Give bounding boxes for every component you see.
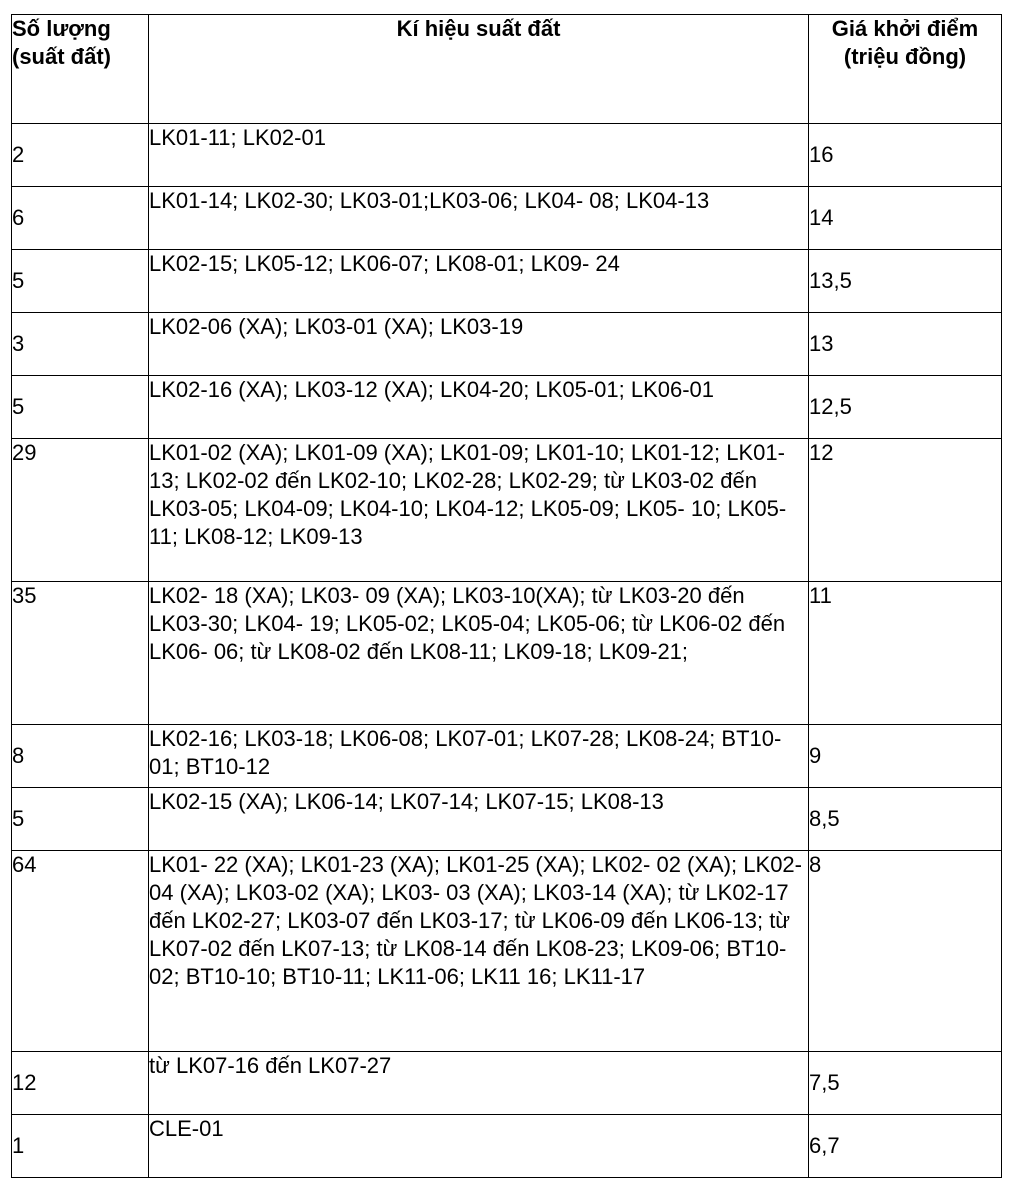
price-cell: 8 [809, 851, 1002, 1052]
symbol-cell: LK01-11; LK02-01 [149, 124, 809, 187]
table-row [12, 851, 1002, 1052]
symbol-cell: LK02-15 (XA); LK06-14; LK07-14; LK07-15; LK08-13 [149, 788, 809, 851]
price-cell: 16 [809, 124, 1002, 187]
auction-table [11, 14, 1002, 1178]
symbol-cell: LK01-14; LK02-30; LK03-01;LK03-06; LK04- 08; LK04-13 [149, 187, 809, 250]
header-price [809, 15, 1002, 124]
price-cell: 7,5 [809, 1052, 1002, 1115]
quantity-cell: 6 [12, 187, 149, 250]
symbol-cell: LK02-15; LK05-12; LK06-07; LK08-01; LK09- 24 [149, 250, 809, 313]
symbol-cell: LK01- 22 (XA); LK01-23 (XA); LK01-25 (XA); LK02- 02 (XA); LK02-04 (XA); LK03-02 (XA); LK03- 03 (XA); LK03-14 (XA); từ LK02-17 đến LK02-27; LK03-07 đến LK03-17; từ LK06-09 đến LK06-13; từ LK07-02 đến LK07-13; từ LK08-14 đến LK08-23; LK09-06; BT10-02; BT10-10; BT10-11; LK11-06; LK11 16; LK11-17 [149, 851, 809, 1052]
price-cell: 6,7 [809, 1115, 1002, 1178]
header-quantity: Số lượng (suất đất) [12, 15, 149, 124]
price-cell: 12 [809, 439, 1002, 582]
price-cell: 13,5 [809, 250, 1002, 313]
table-header-row [12, 15, 1002, 124]
symbol-cell: LK01-02 (XA); LK01-09 (XA); LK01-09; LK01-10; LK01-12; LK01-13; LK02-02 đến LK02-10; LK02-28; LK02-29; từ LK03-02 đến LK03-05; LK04-09; LK04-10; LK04-12; LK05-09; LK05- 10; LK05-11; LK08-12; LK09-13 [149, 439, 809, 582]
quantity-cell: 8 [12, 725, 149, 788]
price-cell: 11 [809, 582, 1002, 725]
table-row [12, 582, 1002, 725]
quantity-cell: 12 [12, 1052, 149, 1115]
table-row [12, 788, 1002, 851]
quantity-cell: 64 [12, 851, 149, 1052]
quantity-cell: 5 [12, 788, 149, 851]
price-cell: 12,5 [809, 376, 1002, 439]
quantity-cell: 5 [12, 376, 149, 439]
header-price-line1: Giá khởi điểm [831, 16, 979, 41]
header-price-line2: (triệu đồng) [843, 44, 967, 69]
price-cell: 13 [809, 313, 1002, 376]
quantity-cell: 5 [12, 250, 149, 313]
quantity-cell: 2 [12, 124, 149, 187]
table-row [12, 313, 1002, 376]
table-row [12, 725, 1002, 788]
table-row [12, 187, 1002, 250]
table-row [12, 124, 1002, 187]
table-row [12, 250, 1002, 313]
symbol-cell: LK02- 18 (XA); LK03- 09 (XA); LK03-10(XA); từ LK03-20 đến LK03-30; LK04- 19; LK05-02; LK05-04; LK05-06; từ LK06-02 đến LK06- 06; từ LK08-02 đến LK08-11; LK09-18; LK09-21; [149, 582, 809, 725]
quantity-cell: 29 [12, 439, 149, 582]
price-cell: 8,5 [809, 788, 1002, 851]
table-row [12, 439, 1002, 582]
price-cell: 9 [809, 725, 1002, 788]
symbol-cell: LK02-16; LK03-18; LK06-08; LK07-01; LK07-28; LK08-24; BT10-01; BT10-12 [149, 725, 809, 788]
table-row [12, 376, 1002, 439]
quantity-cell: 35 [12, 582, 149, 725]
symbol-cell: CLE-01 [149, 1115, 809, 1178]
quantity-cell: 1 [12, 1115, 149, 1178]
symbol-cell: từ LK07-16 đến LK07-27 [149, 1052, 809, 1115]
symbol-cell: LK02-06 (XA); LK03-01 (XA); LK03-19 [149, 313, 809, 376]
price-cell: 14 [809, 187, 1002, 250]
symbol-cell: LK02-16 (XA); LK03-12 (XA); LK04-20; LK05-01; LK06-01 [149, 376, 809, 439]
table-row [12, 1115, 1002, 1178]
table-row [12, 1052, 1002, 1115]
header-symbol: Kí hiệu suất đất [149, 15, 809, 124]
quantity-cell: 3 [12, 313, 149, 376]
